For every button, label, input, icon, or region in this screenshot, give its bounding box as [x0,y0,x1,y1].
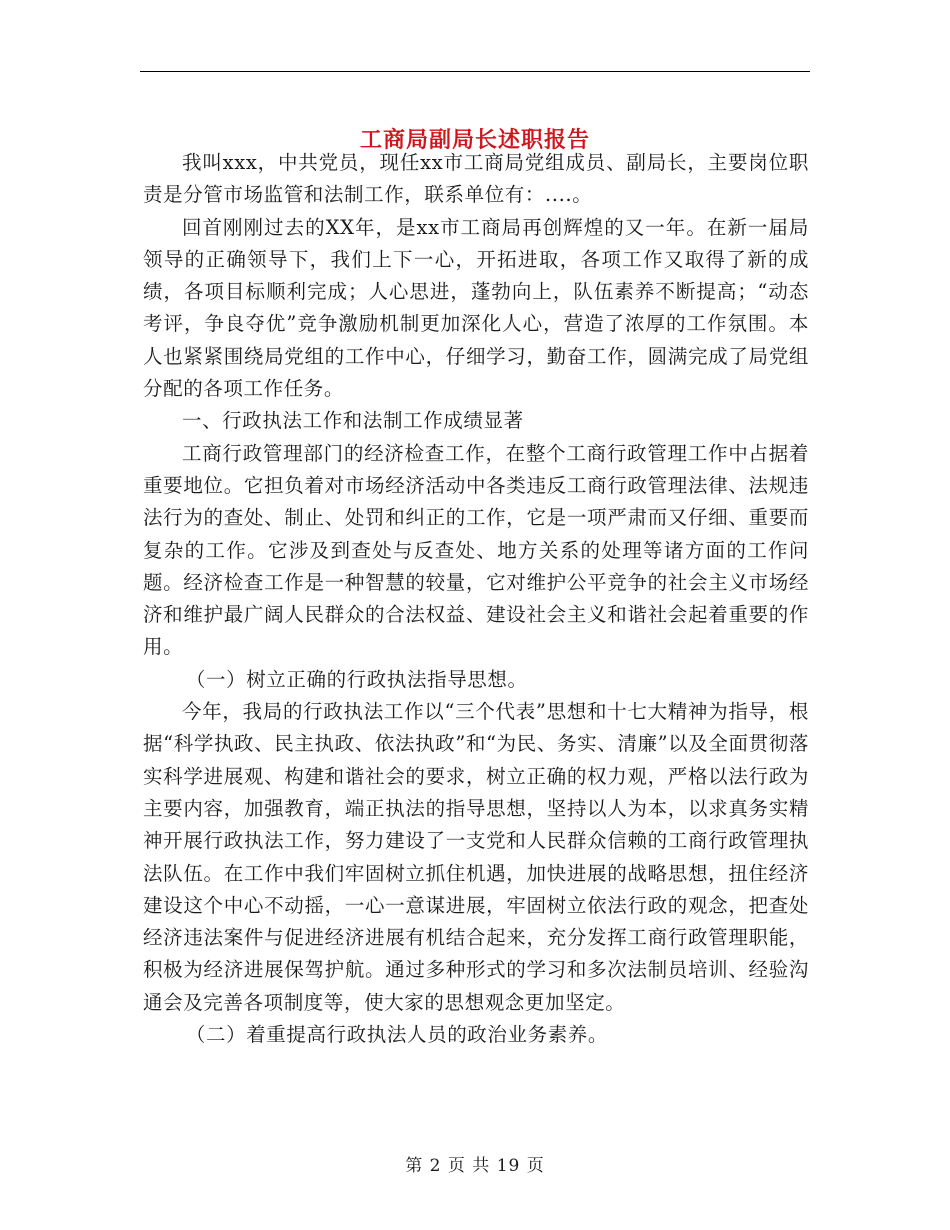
header-rule [140,71,810,72]
paragraph-enforcement-guidance: 今年，我局的行政执法工作以“三个代表”思想和十七大精神为指导，根据“科学执政、民主执政、依法执政”和“为民、务实、清廉”以及全面贯彻落实科学进展观、构建和谐社会的要求，树立正确的权力观，严格以法行政为主要内容，加强教育，端正执法的指导思想，坚持以人为本，以求真务实精神开展行政执法工作，努力建设了一支党和人民群众信赖的工商行政管理执法队伍。在工作中我们牢固树立抓住机遇，加快进展的战略思想，扭住经济建设这个中心不动摇，一心一意谋进展，牢固树立依法行政的观念，把查处经济违法案件与促进经济进展有机结合起来，充分发挥工商行政管理职能，积极为经济进展保驾护航。通过多种形式的学习和多次法制员培训、经验沟通会及完善各项制度等，使大家的思想观念更加坚定。 [143,700,809,1014]
document-body [143,147,809,1051]
paragraph-review: 回首刚刚过去的XX年，是xx市工商局再创辉煌的又一年。在新一届局领导的正确领导下，我们上下一心，开拓进取，各项工作又取得了新的成绩，各项目标顺利完成；人心思进，蓬勃向上，队伍素养不断提高；“动态考评，争良夺优”竞争激励机制更加深化人心，营造了浓厚的工作氛围。本人也紧紧围绕局党组的工作中心，仔细学习，勤奋工作，圆满完成了局党组分配的各项工作任务。 [143,215,809,401]
subsection-heading-2: （二）着重提高行政执法人员的政治业务素养。 [185,1023,608,1047]
page-number-footer: 第 2 页 共 19 页 [405,1156,545,1176]
section-heading-1: 一、行政执法工作和法制工作成绩显著 [182,409,524,433]
paragraph-economic-inspection: 工商行政管理部门的经济检查工作，在整个工商行政管理工作中占据着重要地位。它担负着对市场经济活动中各类违反工商行政管理法律、法规违法行为的查处、制止、处罚和纠正的工作，它是一项严肃而又仔细、重要而复杂的工作。它涉及到查处与反查处、地方关系的处理等诸方面的工作问题。经济检查工作是一种智慧的较量，它对维护公平竞争的社会主义市场经济和维护最广阔人民群众的合法权益、建设社会主义和谐社会起着重要的作用。 [143,441,809,659]
subsection-heading-1: （一）树立正确的行政执法指导思想。 [185,667,528,691]
paragraph-intro: 我叫xxx，中共党员，现任xx市工商局党组成员、副局长，主要岗位职责是分管市场监管和法制工作，联系单位有：....。 [143,151,809,207]
document-title: 工商局副局长述职报告 [359,126,590,153]
